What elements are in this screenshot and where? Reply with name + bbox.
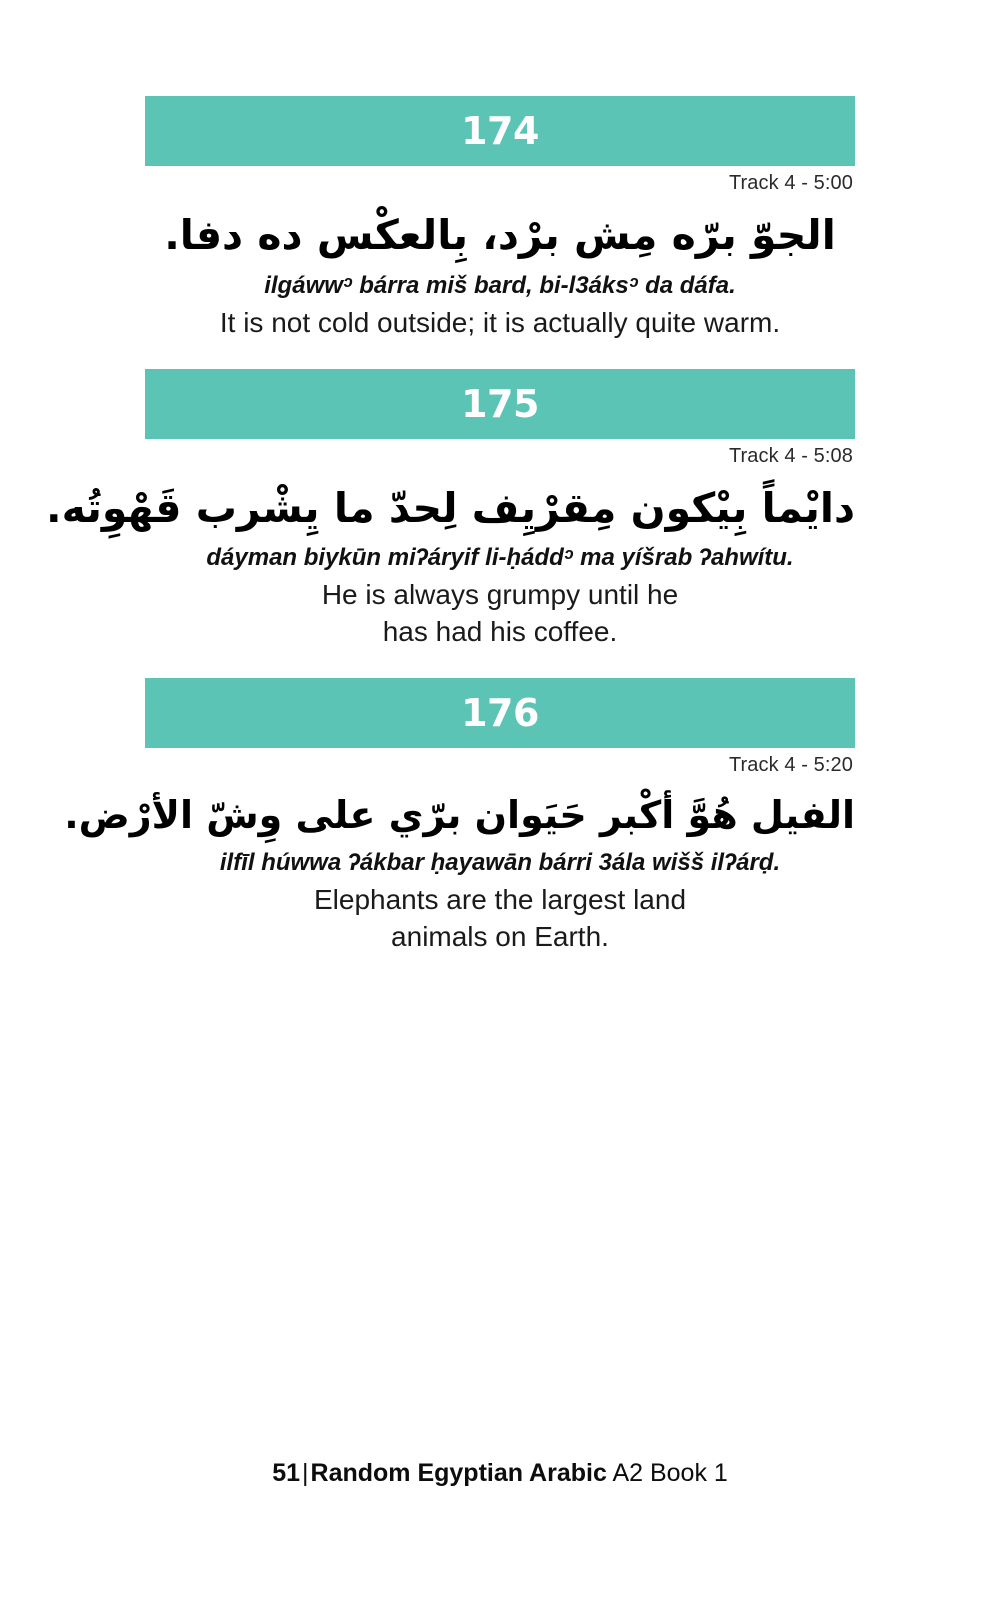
entry-arabic-text: الجوّ برّه مِش برْد، بِالعكْس ده دفا. [164,211,836,259]
entry-number: 175 [461,381,539,426]
footer-separator: | [302,1459,309,1487]
entry-translation-line: It is not cold outside; it is actually quite warm. [219,306,781,338]
entry-translation [145,305,855,341]
page-footer [0,1459,1000,1488]
entry-track-label: Track 4 - 5:20 [728,754,853,777]
entry-header-banner [145,369,855,439]
entry-track-label: Track 4 - 5:00 [728,172,853,194]
entry-transliteration: dáyman biykūn miʔáryif li-ḥáddᵓ ma yíšrab ʔahwítu. [206,544,794,572]
entry-translation-line: animals on Earth. [391,920,609,952]
entry-translation [145,577,855,650]
entry-translation-line: Elephants are the largest land [313,884,687,916]
entry-card [46,369,855,650]
entry-arabic-text: الفيل هُوَّ أكْبر حَيَوان برّي على وِشّ الأرْض. [64,793,855,838]
entry-translation [145,882,855,955]
entry-header-banner [145,678,855,748]
entry-arabic-text: دايْماً بِيْكون مِقرْيِف لِحدّ ما يِشْرب قَهْوِتُه. [46,483,855,532]
entry-transliteration: ilgáwwᵓ bárra miš bard, bi-l3áksᵓ da dáfa. [264,271,736,299]
footer-book-title: Random Egyptian Arabic [310,1459,607,1487]
entry-header-banner [145,96,855,166]
entry-translation-line: has had his coffee. [382,615,618,647]
entry-card [145,96,855,341]
entry-transliteration: ilfīl húwwa ʔákbar ḥayawān bárri 3ála wišš ilʔárḍ. [219,849,781,877]
entry-track-label: Track 4 - 5:08 [728,444,853,467]
entry-number: 174 [461,109,539,153]
entry-translation-line: He is always grumpy until he [321,579,679,611]
entry-card [64,678,855,955]
entry-number: 176 [461,691,539,736]
footer-page-number: 51 [272,1459,301,1487]
footer-book-subtitle: A2 Book 1 [612,1459,728,1487]
